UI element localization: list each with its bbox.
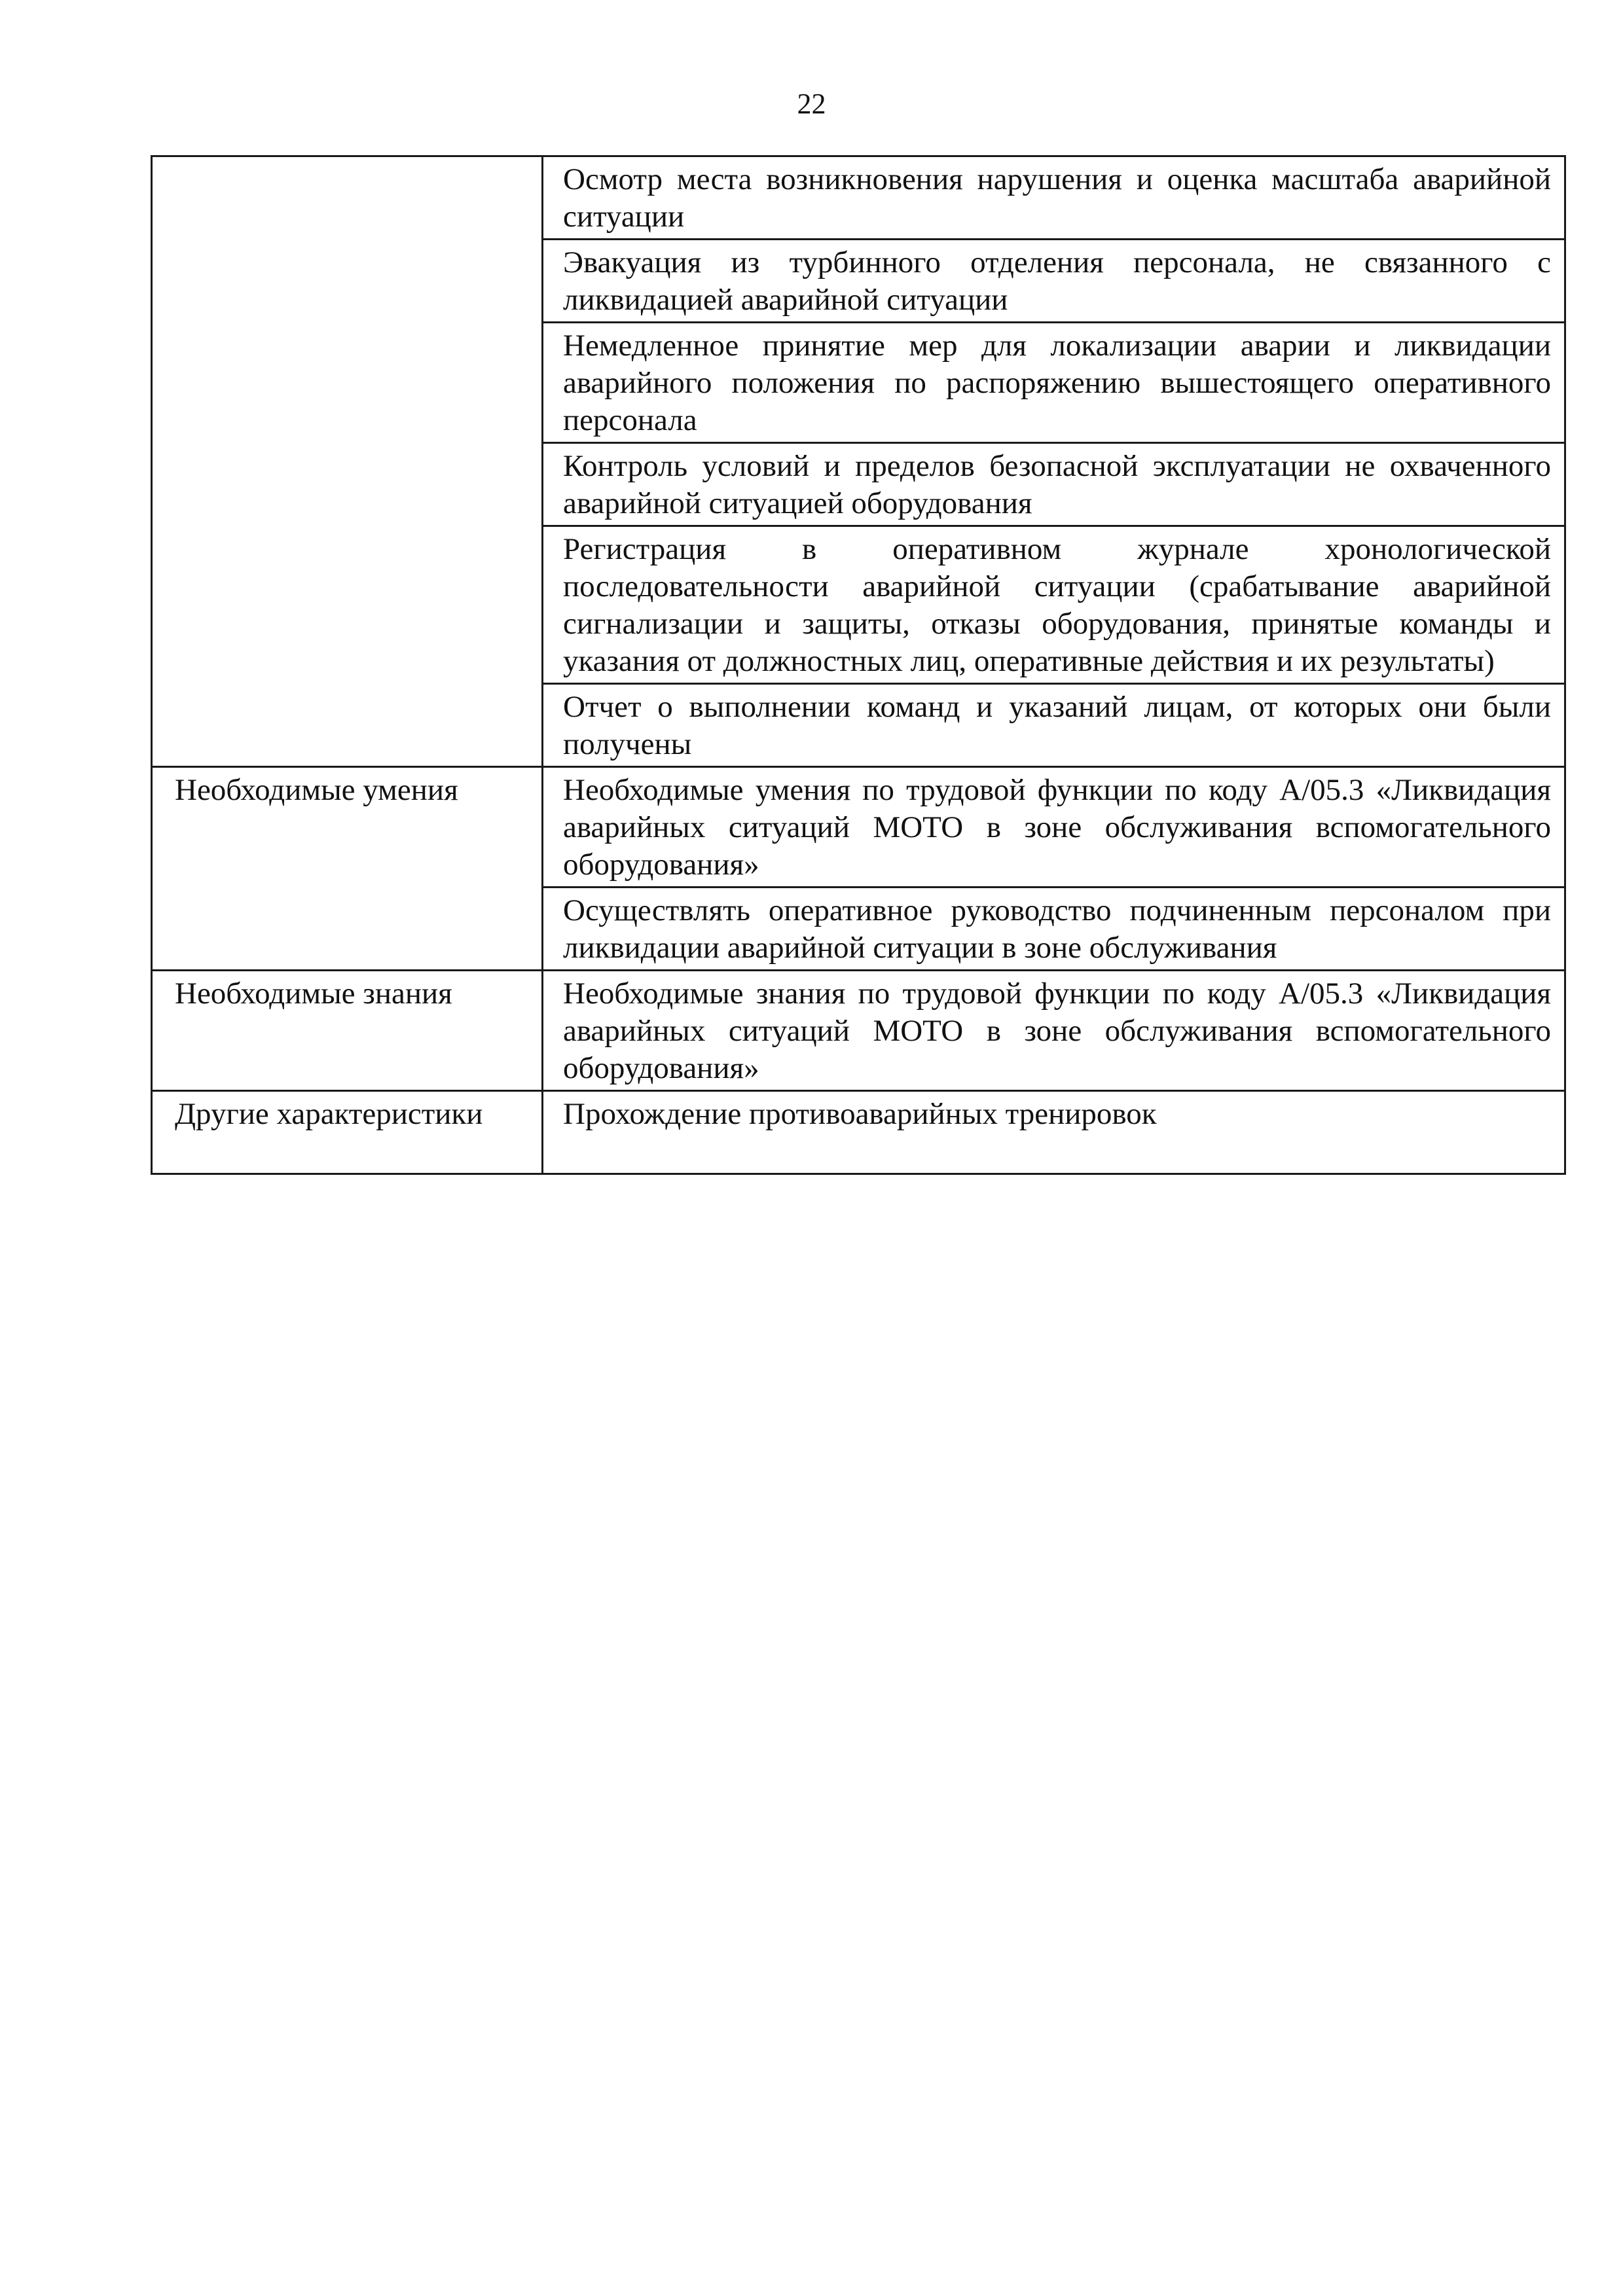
row-label-other: Другие характеристики — [152, 1091, 543, 1174]
table-cell: Прохождение противоаварийных тренировок — [543, 1091, 1565, 1174]
row-label-skills: Необходимые умения — [152, 767, 543, 971]
table-cell: Немедленное принятие мер для локализации аварии и ликвидации аварийного положения по распоряжению вышестоящего оперативного персонала — [543, 323, 1565, 443]
table-cell: Контроль условий и пределов безопасной эксплуатации не охваченного аварийной ситуацией оборудования — [543, 443, 1565, 526]
table-cell: Осуществлять оперативное руководство подчиненным персоналом при ликвидации аварийной ситуации в зоне обслуживания — [543, 888, 1565, 971]
table-cell: Эвакуация из турбинного отделения персонала, не связанного с ликвидацией аварийной ситуации — [543, 240, 1565, 323]
table-row — [152, 156, 1565, 240]
table-cell: Необходимые знания по трудовой функции по коду А/05.3 «Ликвидация аварийных ситуаций МОТО в зоне обслуживания вспомогательного оборудования» — [543, 971, 1565, 1091]
table-cell: Необходимые умения по трудовой функции по коду А/05.3 «Ликвидация аварийных ситуаций МОТО в зоне обслуживания вспомогательного оборудования» — [543, 767, 1565, 888]
row-label-knowledge: Необходимые знания — [152, 971, 543, 1091]
table-row — [152, 767, 1565, 888]
table-row — [152, 971, 1565, 1091]
table-cell: Регистрация в оперативном журнале хронологической последовательности аварийной ситуации (срабатывание аварийной сигнализации и защиты, отказы оборудования, принятые команды и указания от должностных лиц, оперативные действия и их результаты) — [543, 526, 1565, 684]
page-number: 22 — [797, 88, 826, 120]
table-cell: Отчет о выполнении команд и указаний лицам, от которых они были получены — [543, 684, 1565, 767]
requirements-table — [151, 155, 1566, 1175]
table-cell: Осмотр места возникновения нарушения и оценка масштаба аварийной ситуации — [543, 156, 1565, 240]
table-row — [152, 1091, 1565, 1174]
row-label-empty — [152, 156, 543, 767]
